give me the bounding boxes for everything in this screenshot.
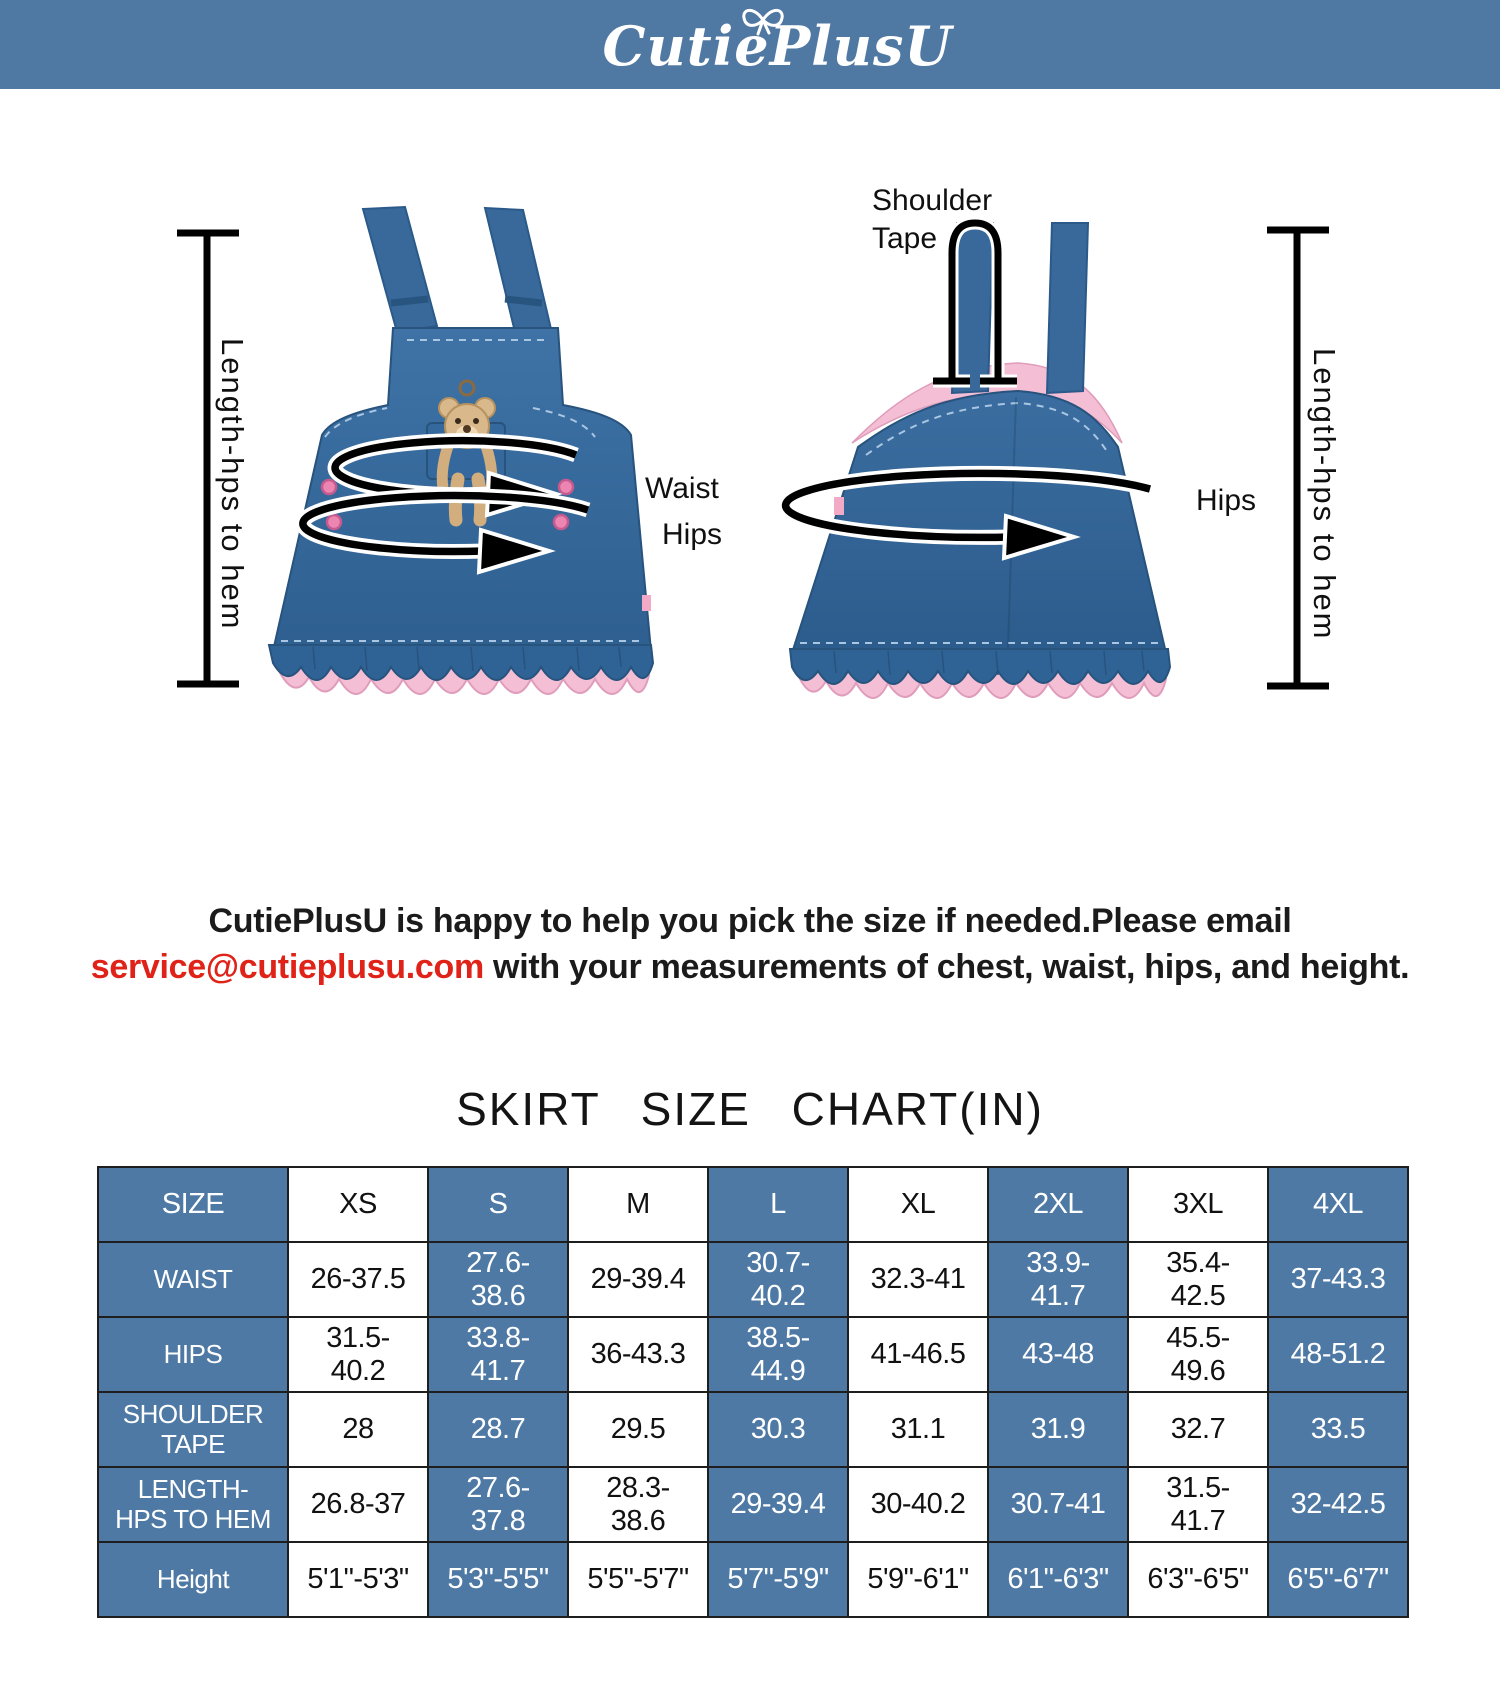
- size-cell: 32.7: [1128, 1392, 1268, 1467]
- support-email: service@cutieplusu.com: [90, 948, 484, 986]
- size-cell: 36-43.3: [568, 1317, 708, 1392]
- help-line-2: [0, 944, 1500, 990]
- help-line-1: CutiePlusU is happy to help you pick the size if needed.Please email: [208, 902, 1292, 940]
- row-label: Height: [98, 1542, 288, 1617]
- size-cell: 6'3"-6'5": [1128, 1542, 1268, 1617]
- column-header-2XL: 2XL: [988, 1167, 1128, 1242]
- size-cell: 26-37.5: [288, 1242, 428, 1317]
- size-cell: 35.4-42.5: [1128, 1242, 1268, 1317]
- size-cell: 33.9-41.7: [988, 1242, 1128, 1317]
- table-row: [98, 1392, 1408, 1467]
- size-cell: 28.3-38.6: [568, 1467, 708, 1542]
- shoulder-tape-label-line2: Tape: [872, 222, 938, 255]
- size-cell: 33.8-41.7: [428, 1317, 568, 1392]
- size-cell: 28: [288, 1392, 428, 1467]
- size-cell: 29-39.4: [568, 1242, 708, 1317]
- sizing-help-text: [0, 898, 1500, 990]
- size-cell: 31.9: [988, 1392, 1128, 1467]
- size-cell: 5'3"-5'5": [428, 1542, 568, 1617]
- size-chart-table: [97, 1166, 1409, 1618]
- table-row: [98, 1467, 1408, 1542]
- size-cell: 27.6-37.8: [428, 1467, 568, 1542]
- size-cell: 30.7-41: [988, 1467, 1128, 1542]
- table-row: [98, 1317, 1408, 1392]
- size-cell: 31.5-41.7: [1128, 1467, 1268, 1542]
- row-label: LENGTH-HPS TO HEM: [98, 1467, 288, 1542]
- size-cell: 41-46.5: [848, 1317, 988, 1392]
- size-cell: 32.3-41: [848, 1242, 988, 1317]
- size-cell: 31.5-40.2: [288, 1317, 428, 1392]
- size-chart-title: SKIRT SIZE CHART(IN): [456, 1083, 1044, 1135]
- waist-label: Waist: [645, 472, 719, 505]
- size-cell: 26.8-37: [288, 1467, 428, 1542]
- hips-arrow-front: [303, 496, 588, 572]
- size-cell: 33.5: [1268, 1392, 1408, 1467]
- size-cell: 48-51.2: [1268, 1317, 1408, 1392]
- row-label: WAIST: [98, 1242, 288, 1317]
- size-cell: 43-48: [988, 1317, 1128, 1392]
- size-corner-cell: SIZE: [98, 1167, 288, 1242]
- size-cell: 45.5-49.6: [1128, 1317, 1268, 1392]
- row-label: HIPS: [98, 1317, 288, 1392]
- size-cell: 5'9"-6'1": [848, 1542, 988, 1617]
- bow-icon: [739, 2, 787, 38]
- size-cell: 32-42.5: [1268, 1467, 1408, 1542]
- column-header-L: L: [708, 1167, 848, 1242]
- size-cell: 30.7-40.2: [708, 1242, 848, 1317]
- size-cell: 31.1: [848, 1392, 988, 1467]
- column-header-XL: XL: [848, 1167, 988, 1242]
- shoulder-tape-label-line1: Shoulder: [872, 184, 993, 217]
- front-hips-label: Hips: [662, 518, 723, 551]
- column-header-4XL: 4XL: [1268, 1167, 1408, 1242]
- table-row: [98, 1242, 1408, 1317]
- size-cell: 38.5-44.9: [708, 1317, 848, 1392]
- size-cell: 6'1"-6'3": [988, 1542, 1128, 1617]
- size-cell: 27.6-38.6: [428, 1242, 568, 1317]
- help-line-2-rest: with your measurements of chest, waist, hips, and height.: [483, 948, 1410, 986]
- shoulder-tape-label: [872, 182, 992, 258]
- column-header-3XL: 3XL: [1128, 1167, 1268, 1242]
- size-cell: 28.7: [428, 1392, 568, 1467]
- hips-arrow-back: [786, 473, 1150, 558]
- back-length-label: Length-hps to hem: [1307, 348, 1342, 641]
- column-header-M: M: [568, 1167, 708, 1242]
- size-cell: 6'5"-6'7": [1268, 1542, 1408, 1617]
- size-cell: 30-40.2: [848, 1467, 988, 1542]
- size-cell: 30.3: [708, 1392, 848, 1467]
- brand-logo-text: CutiePlusU: [602, 14, 953, 78]
- row-label: SHOULDER TAPE: [98, 1392, 288, 1467]
- size-cell: 5'5"-5'7": [568, 1542, 708, 1617]
- column-header-XS: XS: [288, 1167, 428, 1242]
- column-header-S: S: [428, 1167, 568, 1242]
- size-cell: 5'7"-5'9": [708, 1542, 848, 1617]
- back-hips-label: Hips: [1196, 484, 1257, 517]
- size-cell: 5'1"-5'3": [288, 1542, 428, 1617]
- size-cell: 29.5: [568, 1392, 708, 1467]
- size-cell: 37-43.3: [1268, 1242, 1408, 1317]
- size-cell: 29-39.4: [708, 1467, 848, 1542]
- table-row: [98, 1542, 1408, 1617]
- brand-banner: [0, 0, 1500, 89]
- front-length-label: Length-hps to hem: [215, 338, 250, 631]
